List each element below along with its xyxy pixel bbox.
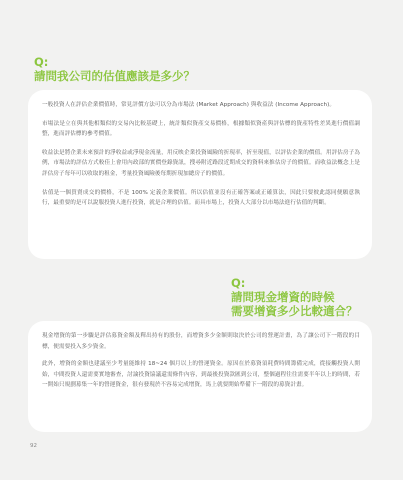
section-1-title: 請問我公司的估值應該是多少？: [34, 69, 195, 83]
section-2-title-line-1: 請問現金增資的時候: [231, 290, 335, 304]
section-2-card: [28, 321, 372, 432]
section-1-paragraph: 估值是一個買賣成交的價格，不是 100% 定義企業價值。所以估值並沒有正確答案或正確算法，因此只要彼此認同便願意執行，最重要的是可以說服投資人進行投資，就是合理的估值。而具市場上，投資人大部分以市場法進行估值的判斷。: [42, 189, 360, 207]
section-1-heading: [34, 55, 195, 83]
page-number: 92: [30, 443, 37, 449]
section-2-paragraph: 現金增資的第一步驟是評估募資金額及釋出持有的股份，而增資多少金額則取決於公司的營運計畫，為了讓公司下一階段的目標，便需要投入多少資金。: [42, 333, 360, 350]
section-1-paragraph: 收益法是將企業未來預計的淨收益或淨現金流量，用反映企業投資風險的折現率，折至現值，以評估企業的價值。用評估房子為例，市場法的評估方式較佳上會用內政部的實價登錄資訊，搜尋附近路段近期成交的資料來推估房子的價值。而收益法概念上是評估房子每年可以收取的租金，考量投資風險後每期折現加總房子的價值。: [42, 149, 360, 177]
section-2-paragraph: 此外，增資的金額也建議至少考量能維持 18~24 個月以上的營運資金。原因在於募資須耗費時間籌備完成，從接觸投資人開始，中間投資人還需要實地審查，討論投資協議還需條件內容，到最後投資款匯到公司，整個過程往往需要半年以上的時間，若一開始只規劃募集一年的營運資金，很有發現於不容易完成增資，馬上就要開始準備下一階段的募資計畫。: [42, 361, 360, 389]
section-1-card: [28, 90, 372, 259]
section-2-heading: [231, 276, 358, 318]
section-2-q-label: Q:: [231, 276, 246, 290]
section-2-title-line-2: 需要增資多少比較適合？: [231, 304, 358, 318]
section-1-q-label: Q:: [34, 55, 49, 69]
section-1-paragraph: 一般投資人在評估企業價值時，常見評價方法可以分為市場法 (Market Approach) 與收益法 (Income Approach)。: [42, 102, 336, 108]
section-1-paragraph: 市場法是立在與其他相類似的交易內比較基礎上，統計類似資產交易價格，根據類似資產與評估標的資產特性差異進行價值調整，進而評估標的參考價值。: [42, 120, 360, 138]
